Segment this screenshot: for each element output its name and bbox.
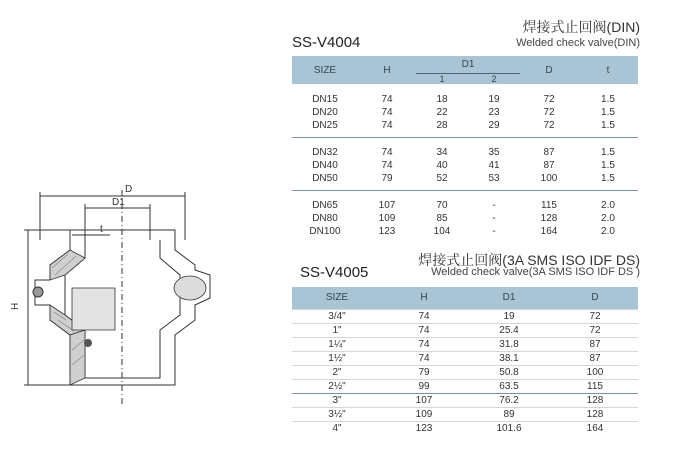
table-row [292, 351, 638, 365]
table-row [292, 225, 638, 238]
cell-t: 1.5 [601, 94, 615, 105]
table-row [292, 407, 638, 421]
dim-h-label: H [10, 302, 21, 310]
cell-t: 1.5 [601, 120, 615, 131]
cell-size: DN65 [292, 190, 358, 212]
cell-d: 164 [552, 421, 638, 435]
cell-d1: 101.6 [466, 421, 552, 435]
cell-d: 128 [552, 407, 638, 421]
cell-t: 1.5 [578, 137, 638, 159]
cell-h: 109 [382, 407, 466, 421]
dim-d1-label: D1 [112, 197, 125, 208]
cell-h: 74 [382, 323, 466, 337]
cell-size: 3/4" [292, 309, 382, 323]
cell-d1: 38.1 [466, 351, 552, 365]
cell-size: DN80 [312, 213, 338, 224]
table1-code: SS-V4004 [292, 34, 361, 51]
cell-d1-1: 70 [416, 190, 468, 212]
header-size: SIZE [292, 287, 382, 309]
cell-d1-2: - [492, 213, 496, 224]
table-row [292, 421, 638, 435]
cell-size: DN32 [292, 137, 358, 159]
table2-code: SS-V4005 [300, 264, 369, 281]
cell-d1-1: 18 [436, 94, 448, 105]
table1-title-en: Welded check valve(DIN) [516, 37, 640, 49]
table-row [292, 106, 638, 119]
cell-d: 115 [552, 379, 638, 393]
cell-d1-1: 104 [433, 226, 451, 237]
table2 [292, 287, 638, 435]
cell-d1-2: 19 [488, 94, 500, 105]
header-d: D [520, 56, 578, 84]
header-d1-2: 2 [468, 73, 520, 84]
cell-h: 74 [382, 337, 466, 351]
cell-h: 79 [382, 365, 466, 379]
cell-d1-2: 23 [488, 107, 500, 118]
cell-t: 2.0 [578, 190, 638, 212]
cell-d1: 19 [466, 309, 552, 323]
cell-h: 74 [382, 351, 466, 365]
cell-d: 128 [540, 213, 558, 224]
cell-t: 1.5 [601, 107, 615, 118]
cell-d1: 63.5 [466, 379, 552, 393]
table-row [292, 212, 638, 225]
cell-d1-2: - [492, 226, 496, 237]
cell-h: 74 [381, 120, 393, 131]
header-h: H [382, 287, 466, 309]
cell-h: 109 [378, 213, 396, 224]
cell-d: 100 [540, 173, 558, 184]
table1-title-cn: 焊接式止回阀(DIN) [522, 19, 640, 35]
cell-size: DN20 [312, 107, 338, 118]
cell-d: 115 [520, 190, 578, 212]
cell-size: 1½" [292, 351, 382, 365]
table-row [292, 309, 638, 323]
cell-d1-1: 28 [436, 120, 448, 131]
cell-size: 1" [292, 323, 382, 337]
cell-d: 72 [552, 323, 638, 337]
cell-h: 107 [358, 190, 416, 212]
cell-size: 3½" [292, 407, 382, 421]
cell-d1-1: 85 [436, 213, 448, 224]
cell-size: 4" [292, 421, 382, 435]
table-row [292, 379, 638, 393]
header-size: SIZE [292, 56, 358, 84]
cell-d1-1: 52 [436, 173, 448, 184]
group-spacer [292, 238, 638, 243]
cell-d: 72 [543, 107, 555, 118]
cell-d: 164 [540, 226, 558, 237]
cell-h: 74 [381, 160, 393, 171]
table-row [292, 393, 638, 407]
cell-d: 87 [520, 137, 578, 159]
cell-t: 1.5 [601, 160, 615, 171]
table-row [292, 323, 638, 337]
cell-size: DN15 [312, 94, 338, 105]
cell-d1-2: 35 [468, 137, 520, 159]
cell-d: 128 [552, 393, 638, 407]
cell-h: 74 [382, 309, 466, 323]
cell-d: 72 [552, 309, 638, 323]
cell-h: 79 [381, 173, 393, 184]
cell-t: 2.0 [601, 226, 615, 237]
dim-t-label: t [100, 224, 103, 235]
cell-size: 3" [292, 393, 382, 407]
cell-d1-2: 29 [488, 120, 500, 131]
cell-d1: 50.8 [466, 365, 552, 379]
table-row [292, 190, 638, 212]
cell-h: 123 [382, 421, 466, 435]
header-t: t [578, 56, 638, 84]
cell-h: 74 [381, 94, 393, 105]
cell-d1-1: 34 [416, 137, 468, 159]
header-d: D [552, 287, 638, 309]
cell-size: 2" [292, 365, 382, 379]
cell-h: 123 [378, 226, 396, 237]
cell-h: 107 [382, 393, 466, 407]
cell-d: 72 [543, 94, 555, 105]
cell-size: DN40 [312, 160, 338, 171]
cell-size: 1¼" [292, 337, 382, 351]
cell-d: 87 [543, 160, 555, 171]
cell-h: 74 [358, 137, 416, 159]
cell-size: 2½" [292, 379, 382, 393]
cell-d1: 25.4 [466, 323, 552, 337]
header-d1-1: 1 [416, 73, 468, 84]
cell-d1: 76.2 [466, 393, 552, 407]
cell-size: DN25 [312, 120, 338, 131]
table-row [292, 172, 638, 185]
valve-drawing [10, 180, 225, 415]
cell-t: 1.5 [601, 173, 615, 184]
cell-d1: 89 [466, 407, 552, 421]
table2-title-en: Welded check valve(3A SMS ISO IDF DS ) [431, 266, 640, 278]
cell-h: 74 [381, 107, 393, 118]
cell-size: DN50 [312, 173, 338, 184]
cell-d1: 31.8 [466, 337, 552, 351]
cell-d1-2: - [468, 190, 520, 212]
cell-d: 87 [552, 337, 638, 351]
table-row [292, 159, 638, 172]
cell-d: 72 [543, 120, 555, 131]
table2-title-cn: 焊接式止回阀(3A SMS ISO IDF DS) [418, 252, 640, 268]
header-h: H [358, 56, 416, 84]
cell-size: DN100 [309, 226, 341, 237]
cell-d: 100 [552, 365, 638, 379]
cell-d1-1: 40 [436, 160, 448, 171]
table1 [292, 56, 638, 243]
header-d1: D1 [416, 56, 520, 73]
table-row [292, 365, 638, 379]
dim-d-label: D [125, 184, 133, 195]
cell-d1-2: 41 [488, 160, 500, 171]
cell-d: 87 [552, 351, 638, 365]
cell-h: 99 [382, 379, 466, 393]
cell-d1-1: 22 [436, 107, 448, 118]
header-d1: D1 [466, 287, 552, 309]
table-row [292, 337, 638, 351]
cell-t: 2.0 [601, 213, 615, 224]
cell-d1-2: 53 [488, 173, 500, 184]
table-row [292, 84, 638, 106]
table-row [292, 137, 638, 159]
table-row [292, 119, 638, 132]
